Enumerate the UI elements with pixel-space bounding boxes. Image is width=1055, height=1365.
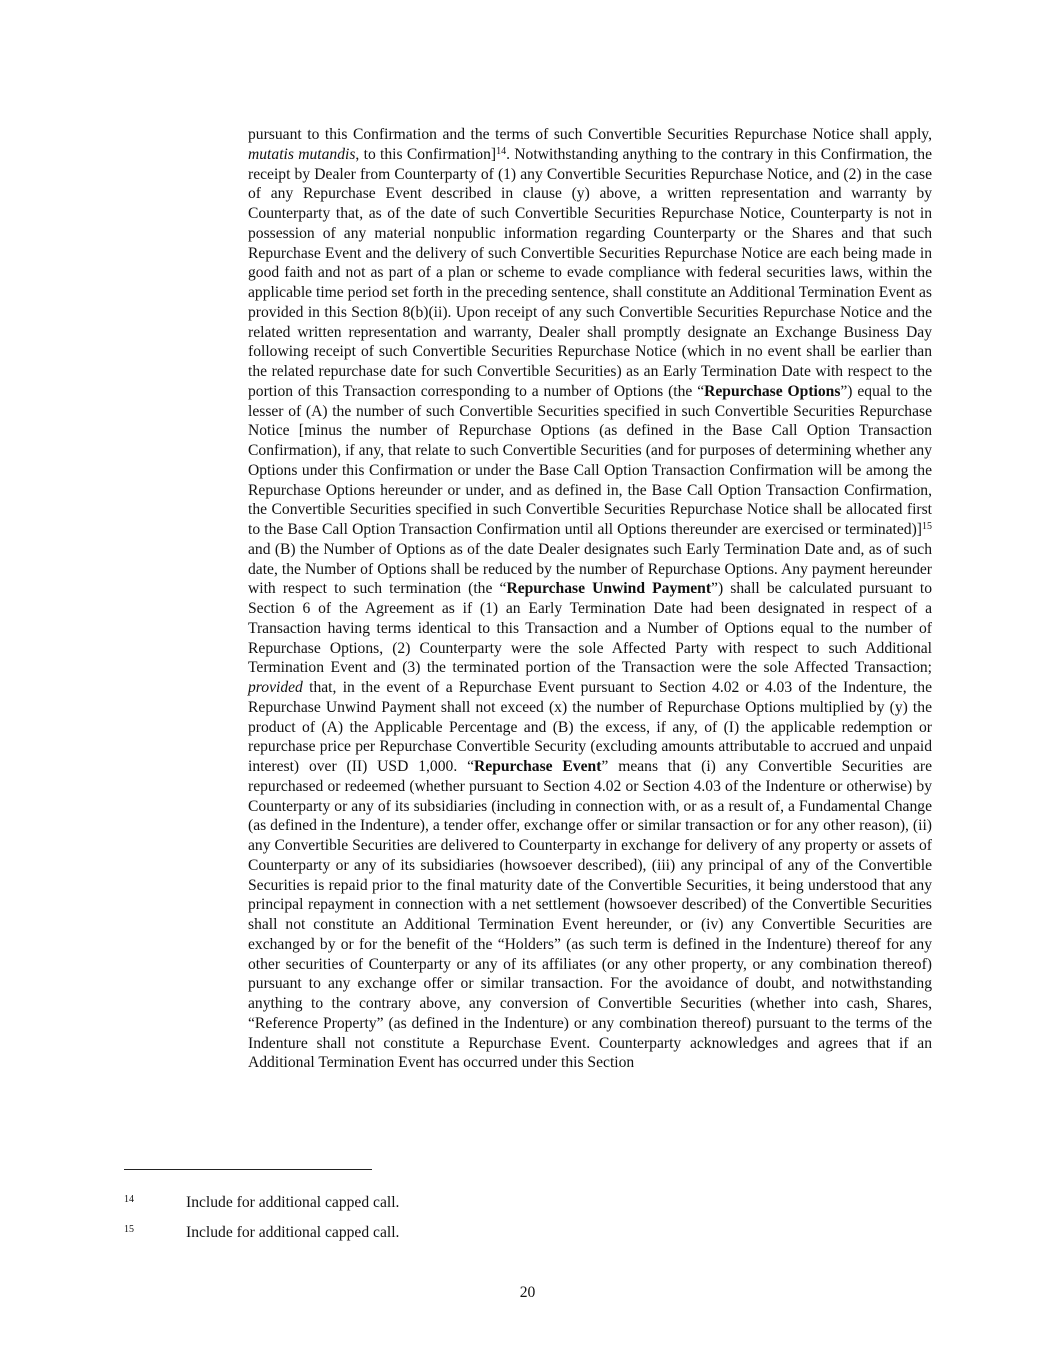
footnote-text: Include for additional capped call. — [186, 1224, 400, 1241]
text-run: and (B) the Number of Options as of the date Dealer designates such Early Termination Date and, as of such date, the Number of Options shall be reduced by the number of Repurchase Options. Any payment hereunder with respect to such termination (the “ — [248, 540, 932, 598]
defined-term-repurchase-options: Repurchase Options — [704, 382, 841, 400]
defined-term-repurchase-unwind-payment: Repurchase Unwind Payment — [506, 580, 712, 598]
text-run: that, in the event of a Repurchase Event pursuant to Section 4.02 or 4.03 of the Indenture, the Repurchase Unwind Payment shall not exceed (x) the number of Repurchase Options multiplied by (y) the product of (A) the Applicable Percentage and (B) the excess, if any, of (I) the applicable redemption or repurchase price per Repurchase Convertible Security (excluding amounts attributable to accrued and unpaid interest) over (II) USD 1,000. “ — [248, 679, 932, 775]
page-number: 20 — [519, 1284, 536, 1301]
footnote-reference-15[interactable]: 15 — [922, 521, 932, 532]
text-run: pursuant to this Confirmation and the terms of such Convertible Securities Repurchase Notice shall apply, — [248, 126, 932, 143]
footnote-mark: 15 — [124, 1224, 134, 1235]
text-run: , to this Confirmation] — [355, 145, 497, 163]
defined-term-repurchase-event: Repurchase Event — [474, 758, 602, 775]
text-run: ”) shall be calculated pursuant to Section 6 of the Agreement as if (1) an Early Termination Date had been designated in respect of a Transaction having terms identical to this Transaction and a Number of Options equal to the number of Repurchase Options, (2) Counterparty were the sole Affected Party with respect to such Additional Termination Event and (3) the terminated portion of the Transaction were the sole Affected Transaction; — [248, 580, 933, 677]
text-run: . Notwithstanding anything to the contrary in this Confirmation, the receipt by Dealer from Counterparty of (1) any Convertible Securities Repurchase Notice, and (2) in the case of any Repurchase Event described in clause (y) above, a written representation and warranty by Counterparty that, as of the date of such Convertible Securities Repurchase Notice, Counterparty is not in possession of any material nonpublic information regarding Counterparty or the Shares and that such Repurchase Event and the delivery of such Convertible Securities Repurchase Notice are each being made in good faith and not as part of a plan or scheme to evade compliance with federal securities laws, within the applicable time period set forth in the preceding sentence, shall constitute an Additional Termination Event as provided in this Section 8(b)(ii). Upon receipt of any such Convertible Securities Repurchase Notice and the related written representation and warranty, Dealer shall promptly designate an Exchange Business Day following receipt of such Convertible Securities Repurchase Notice (which in no event shall be earlier than the related repurchase date for such Convertible Securities) as an Early Termination Date with respect to the portion of this Transaction corresponding to a number of Options (the “ — [248, 145, 932, 400]
body-paragraph — [248, 125, 932, 1073]
text-run: ” means that (i) any Convertible Securities are repurchased or redeemed (whether pursuant to Section 4.02 or Section 4.03 of the Indenture or otherwise) by Counterparty or any of its subsidiaries (including in connection with, or as a result of, a Fundamental Change (as defined in the Indenture), a tender offer, exchange offer or similar transaction or for any other reason), (ii) any Convertible Securities are delivered to Counterparty in exchange for delivery of any property or assets of Counterparty or any of its subsidiaries (howsoever described), (iii) any principal of any of the Convertible Securities is repaid prior to the final maturity date of the Convertible Securities, it being understood that any principal repayment in connection with a net settlement (howsoever described) of the Convertible Securities shall not constitute an Additional Termination Event hereunder, or (iv) any Convertible Securities are exchanged by or for the benefit of the “Holders” (as such term is defined in the Indenture) thereof for any other securities of Counterparty or any of its affiliates (or any other property, or any combination thereof) pursuant to any exchange offer or similar transaction. For the avoidance of doubt, and notwithstanding anything to the contrary above, any conversion of Convertible Securities (whether into cash, Shares, “Reference Property” (as defined in the Indenture) or any combination thereof) pursuant to the terms of the Indenture shall not constitute a Repurchase Event. Counterparty acknowledges and agrees that if an Additional Termination Event has occurred under this Section — [248, 758, 933, 1072]
footnote-reference-14[interactable]: 14 — [496, 145, 507, 157]
footnote-separator — [124, 1169, 372, 1170]
text-run: ”) equal to the lesser of (A) the number of such Convertible Securities specified in such Convertible Securities Repurchase Notice [minus the number of Repurchase Options (as defined in the Base Call Option Transaction Confirmation), if any, that relate to such Convertible Securities (and for purposes of determining whether any Options under this Confirmation or under the Base Call Option Transaction Confirmation will be among the Repurchase Options hereunder or under, and as defined in, the Base Call Option Transaction Confirmation, the Convertible Securities specified in such Convertible Securities Repurchase Notice shall be allocated first to the Base Call Option Transaction Confirmation until all Options thereunder are exercised or terminated)] — [248, 382, 933, 538]
text-run-italic: provided — [248, 679, 303, 696]
text-run-italic: mutatis mutandis — [248, 145, 356, 163]
footnote-mark: 14 — [124, 1194, 134, 1205]
footnote-text: Include for additional capped call. — [186, 1194, 400, 1211]
